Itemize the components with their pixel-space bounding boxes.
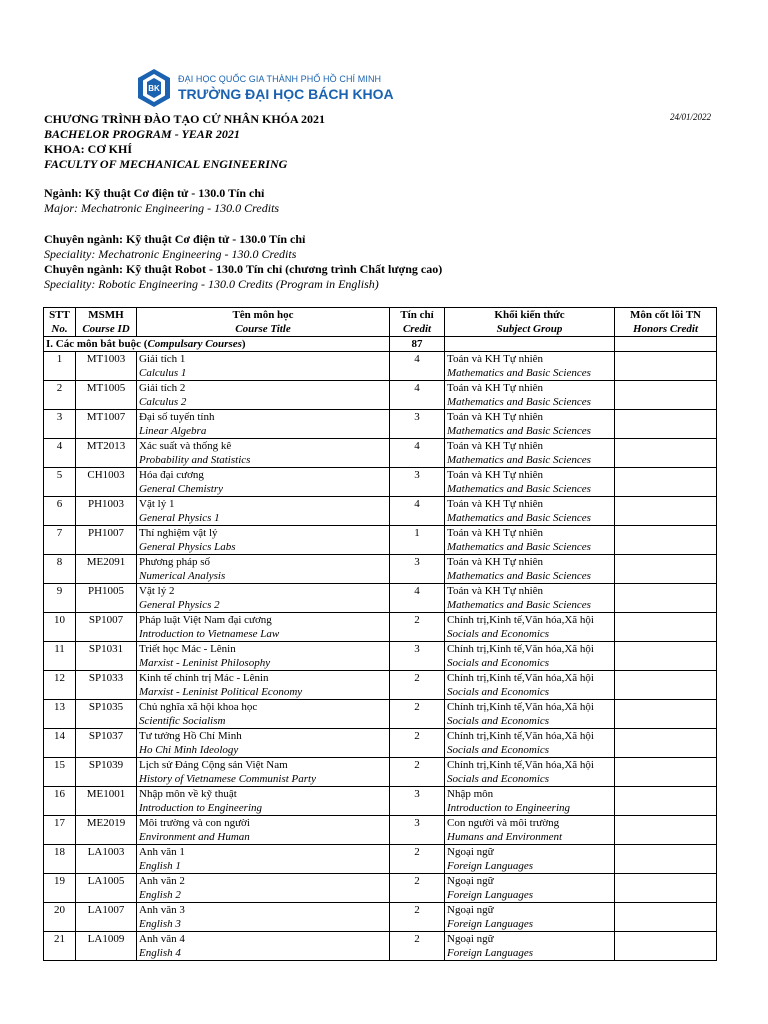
row-credit: 2	[390, 700, 445, 729]
table-row	[44, 381, 717, 410]
subject-group-vn: Chính trị,Kinh tế,Văn hóa,Xã hội	[447, 730, 594, 742]
document-date: 24/01/2022	[669, 112, 711, 122]
table-row	[44, 903, 717, 932]
table-row	[44, 584, 717, 613]
section-credits: 87	[390, 337, 445, 352]
row-no: 10	[44, 613, 76, 642]
subject-group-en: Humans and Environment	[447, 831, 563, 843]
row-subject-group	[445, 758, 615, 787]
row-subject-group	[445, 874, 615, 903]
subject-group-vn: Chính trị,Kinh tế,Văn hóa,Xã hội	[447, 614, 594, 626]
row-credit: 2	[390, 874, 445, 903]
row-course-id: SP1039	[76, 758, 137, 787]
course-title-en: English 1	[139, 860, 181, 872]
program-title-en: BACHELOR PROGRAM - YEAR 2021	[44, 127, 240, 141]
row-credit: 3	[390, 787, 445, 816]
row-course-title	[137, 671, 390, 700]
row-no: 20	[44, 903, 76, 932]
course-title-en: Calculus 1	[139, 367, 187, 379]
header-honors-credit: Môn cốt lõi TN Honors Credit	[615, 308, 717, 337]
row-credit: 3	[390, 816, 445, 845]
subject-group-en: Foreign Languages	[447, 918, 534, 930]
speciality-2-en: Speciality: Robotic Engineering - 130.0 Credits (Program in English)	[44, 277, 379, 291]
subject-group-en: Mathematics and Basic Sciences	[447, 512, 591, 524]
row-honors-credit	[615, 845, 717, 874]
row-honors-credit	[615, 352, 717, 381]
row-course-title	[137, 729, 390, 758]
row-subject-group	[445, 845, 615, 874]
course-title-en: General Chemistry	[139, 483, 224, 495]
course-title-vn: Nhập môn về kỹ thuật	[139, 788, 237, 800]
row-credit: 1	[390, 526, 445, 555]
row-subject-group	[445, 613, 615, 642]
row-course-title	[137, 642, 390, 671]
table-row	[44, 932, 717, 961]
row-credit: 4	[390, 439, 445, 468]
table-row	[44, 410, 717, 439]
logo-line2: TRƯỜNG ĐẠI HỌC BÁCH KHOA	[178, 86, 394, 102]
row-honors-credit	[615, 932, 717, 961]
row-course-id: LA1003	[76, 845, 137, 874]
row-course-id: SP1033	[76, 671, 137, 700]
row-subject-group	[445, 468, 615, 497]
subject-group-vn: Toán và KH Tự nhiên	[447, 440, 544, 452]
row-subject-group	[445, 816, 615, 845]
table-row	[44, 352, 717, 381]
header-course-title: Tên môn học Course Title	[137, 308, 390, 337]
row-honors-credit	[615, 584, 717, 613]
course-title-vn: Phương pháp số	[139, 556, 211, 568]
row-no: 6	[44, 497, 76, 526]
row-no: 2	[44, 381, 76, 410]
row-honors-credit	[615, 671, 717, 700]
table-row	[44, 758, 717, 787]
row-course-title	[137, 932, 390, 961]
logo-line1: ĐẠI HỌC QUỐC GIA THÀNH PHỐ HỒ CHÍ MINH	[178, 74, 382, 84]
row-no: 1	[44, 352, 76, 381]
course-title-vn: Thí nghiệm vật lý	[139, 527, 218, 539]
row-course-title	[137, 874, 390, 903]
table-row	[44, 671, 717, 700]
faculty-vn: KHOA: CƠ KHÍ	[44, 142, 133, 156]
row-course-id: SP1035	[76, 700, 137, 729]
subject-group-en: Foreign Languages	[447, 889, 534, 901]
course-title-vn: Môi trường và con người	[139, 817, 250, 829]
table-row	[44, 497, 717, 526]
table-row	[44, 526, 717, 555]
faculty-en: FACULTY OF MECHANICAL ENGINEERING	[44, 157, 288, 171]
section-label: I. Các môn bắt buộc (Compulsary Courses)	[44, 337, 390, 352]
row-honors-credit	[615, 381, 717, 410]
header-no: STT No.	[44, 308, 76, 337]
section-empty-group	[445, 337, 615, 352]
row-subject-group	[445, 787, 615, 816]
row-course-title	[137, 787, 390, 816]
row-course-id: MT1003	[76, 352, 137, 381]
course-table	[43, 307, 717, 961]
row-honors-credit	[615, 787, 717, 816]
row-honors-credit	[615, 758, 717, 787]
course-title-en: English 4	[139, 947, 181, 959]
subject-group-en: Foreign Languages	[447, 860, 534, 872]
table-row	[44, 439, 717, 468]
row-course-id: LA1007	[76, 903, 137, 932]
bk-emblem-icon	[136, 68, 172, 108]
course-title-vn: Anh văn 4	[139, 933, 185, 945]
row-no: 14	[44, 729, 76, 758]
row-course-title	[137, 845, 390, 874]
row-credit: 2	[390, 729, 445, 758]
course-title-vn: Hóa đại cương	[139, 469, 204, 481]
course-title-vn: Giải tích 1	[139, 353, 186, 365]
row-subject-group	[445, 526, 615, 555]
row-credit: 4	[390, 381, 445, 410]
table-row	[44, 613, 717, 642]
subject-group-en: Socials and Economics	[447, 686, 550, 698]
row-course-id: SP1007	[76, 613, 137, 642]
row-course-id: ME2019	[76, 816, 137, 845]
course-title-en: Probability and Statistics	[139, 454, 251, 466]
table-row	[44, 729, 717, 758]
row-credit: 2	[390, 845, 445, 874]
row-honors-credit	[615, 497, 717, 526]
row-course-title	[137, 816, 390, 845]
subject-group-vn: Toán và KH Tự nhiên	[447, 585, 544, 597]
row-honors-credit	[615, 526, 717, 555]
subject-group-en: Mathematics and Basic Sciences	[447, 570, 591, 582]
row-subject-group	[445, 352, 615, 381]
subject-group-en: Socials and Economics	[447, 715, 550, 727]
row-course-title	[137, 613, 390, 642]
course-title-en: Environment and Human	[139, 831, 250, 843]
subject-group-vn: Con người và môi trường	[447, 817, 560, 829]
row-subject-group	[445, 903, 615, 932]
course-title-en: General Physics Labs	[139, 541, 236, 553]
subject-group-en: Socials and Economics	[447, 657, 550, 669]
subject-group-en: Socials and Economics	[447, 773, 550, 785]
subject-group-en: Foreign Languages	[447, 947, 534, 959]
row-credit: 2	[390, 932, 445, 961]
row-subject-group	[445, 729, 615, 758]
row-honors-credit	[615, 816, 717, 845]
row-course-title	[137, 555, 390, 584]
row-course-id: LA1005	[76, 874, 137, 903]
subject-group-vn: Ngoại ngữ	[447, 875, 494, 887]
row-course-id: MT1007	[76, 410, 137, 439]
row-honors-credit	[615, 613, 717, 642]
table-row	[44, 555, 717, 584]
row-subject-group	[445, 642, 615, 671]
row-course-title	[137, 903, 390, 932]
subject-group-vn: Ngoại ngữ	[447, 933, 494, 945]
bk-badge-text: BK	[148, 84, 160, 93]
row-honors-credit	[615, 439, 717, 468]
subject-group-vn: Ngoại ngữ	[447, 904, 494, 916]
speciality-1-vn: Chuyên ngành: Kỹ thuật Cơ điện tử - 130.0 Tín chỉ	[44, 232, 306, 246]
section-empty-honors	[615, 337, 717, 352]
speciality-1-en: Speciality: Mechatronic Engineering - 130.0 Credits	[44, 247, 297, 261]
subject-group-en: Introduction to Engineering	[447, 802, 571, 814]
row-course-title	[137, 497, 390, 526]
subject-group-vn: Toán và KH Tự nhiên	[447, 353, 544, 365]
row-no: 18	[44, 845, 76, 874]
row-no: 11	[44, 642, 76, 671]
row-no: 12	[44, 671, 76, 700]
speciality-2-vn: Chuyên ngành: Kỹ thuật Robot - 130.0 Tín chỉ (chương trình Chất lượng cao)	[44, 262, 443, 276]
subject-group-en: Socials and Economics	[447, 628, 550, 640]
subject-group-en: Mathematics and Basic Sciences	[447, 454, 591, 466]
row-no: 21	[44, 932, 76, 961]
row-honors-credit	[615, 642, 717, 671]
row-course-id: MT1005	[76, 381, 137, 410]
table-row	[44, 845, 717, 874]
row-no: 3	[44, 410, 76, 439]
row-subject-group	[445, 381, 615, 410]
row-no: 7	[44, 526, 76, 555]
subject-group-vn: Chính trị,Kinh tế,Văn hóa,Xã hội	[447, 759, 594, 771]
table-row	[44, 468, 717, 497]
course-title-vn: Chủ nghĩa xã hội khoa học	[139, 701, 258, 713]
row-subject-group	[445, 584, 615, 613]
subject-group-en: Mathematics and Basic Sciences	[447, 396, 591, 408]
course-title-en: Marxist - Leninist Philosophy	[139, 657, 271, 669]
row-credit: 4	[390, 584, 445, 613]
row-credit: 2	[390, 903, 445, 932]
major-vn: Ngành: Kỹ thuật Cơ điện tử - 130.0 Tín chỉ	[44, 186, 265, 200]
course-title-en: Marxist - Leninist Political Economy	[139, 686, 303, 698]
subject-group-vn: Toán và KH Tự nhiên	[447, 411, 544, 423]
subject-group-vn: Toán và KH Tự nhiên	[447, 382, 544, 394]
table-row	[44, 787, 717, 816]
subject-group-en: Mathematics and Basic Sciences	[447, 483, 591, 495]
row-honors-credit	[615, 903, 717, 932]
row-no: 17	[44, 816, 76, 845]
row-course-id: PH1005	[76, 584, 137, 613]
row-subject-group	[445, 555, 615, 584]
course-title-en: Ho Chi Minh Ideology	[139, 744, 239, 756]
subject-group-vn: Toán và KH Tự nhiên	[447, 527, 544, 539]
subject-group-en: Mathematics and Basic Sciences	[447, 425, 591, 437]
course-title-en: Introduction to Engineering	[139, 802, 263, 814]
row-course-id: ME2091	[76, 555, 137, 584]
subject-group-en: Socials and Economics	[447, 744, 550, 756]
row-credit: 2	[390, 613, 445, 642]
row-course-title	[137, 700, 390, 729]
subject-group-vn: Chính trị,Kinh tế,Văn hóa,Xã hội	[447, 672, 594, 684]
row-honors-credit	[615, 700, 717, 729]
subject-group-vn: Chính trị,Kinh tế,Văn hóa,Xã hội	[447, 643, 594, 655]
row-course-id: PH1007	[76, 526, 137, 555]
row-course-id: MT2013	[76, 439, 137, 468]
row-no: 13	[44, 700, 76, 729]
course-title-vn: Triết học Mác - Lênin	[139, 643, 236, 655]
course-title-vn: Anh văn 1	[139, 846, 185, 858]
row-no: 9	[44, 584, 76, 613]
header-credit: Tín chỉ Credit	[390, 308, 445, 337]
row-no: 16	[44, 787, 76, 816]
row-course-title	[137, 526, 390, 555]
row-credit: 3	[390, 555, 445, 584]
row-course-id: ME1001	[76, 787, 137, 816]
row-no: 15	[44, 758, 76, 787]
subject-group-en: Mathematics and Basic Sciences	[447, 599, 591, 611]
row-course-id: SP1031	[76, 642, 137, 671]
subject-group-vn: Toán và KH Tự nhiên	[447, 556, 544, 568]
subject-group-vn: Chính trị,Kinh tế,Văn hóa,Xã hội	[447, 701, 594, 713]
row-course-id: PH1003	[76, 497, 137, 526]
course-title-vn: Vật lý 1	[139, 498, 175, 510]
course-title-en: Linear Algebra	[139, 425, 207, 437]
row-subject-group	[445, 671, 615, 700]
row-course-id: SP1037	[76, 729, 137, 758]
subject-group-vn: Ngoại ngữ	[447, 846, 494, 858]
table-row	[44, 874, 717, 903]
row-course-title	[137, 381, 390, 410]
course-title-en: Introduction to Vietnamese Law	[139, 628, 280, 640]
table-row	[44, 816, 717, 845]
row-course-title	[137, 410, 390, 439]
table-row	[44, 700, 717, 729]
row-credit: 3	[390, 410, 445, 439]
subject-group-vn: Toán và KH Tự nhiên	[447, 469, 544, 481]
table-row	[44, 642, 717, 671]
course-title-vn: Tư tưởng Hồ Chí Minh	[139, 730, 242, 742]
course-title-en: General Physics 2	[139, 599, 220, 611]
course-title-en: History of Vietnamese Communist Party	[139, 773, 316, 785]
header-course-id: MSMH Course ID	[76, 308, 137, 337]
row-honors-credit	[615, 729, 717, 758]
row-no: 5	[44, 468, 76, 497]
course-title-vn: Xác suất và thống kê	[139, 440, 232, 452]
course-title-en: English 3	[139, 918, 181, 930]
subject-group-en: Mathematics and Basic Sciences	[447, 367, 591, 379]
row-no: 4	[44, 439, 76, 468]
row-subject-group	[445, 700, 615, 729]
row-honors-credit	[615, 874, 717, 903]
row-subject-group	[445, 439, 615, 468]
row-credit: 3	[390, 642, 445, 671]
row-credit: 4	[390, 497, 445, 526]
subject-group-vn: Nhập môn	[447, 788, 494, 800]
subject-group-vn: Toán và KH Tự nhiên	[447, 498, 544, 510]
row-credit: 4	[390, 352, 445, 381]
row-no: 8	[44, 555, 76, 584]
row-credit: 2	[390, 671, 445, 700]
row-course-id: CH1003	[76, 468, 137, 497]
row-subject-group	[445, 410, 615, 439]
row-subject-group	[445, 932, 615, 961]
course-title-vn: Anh văn 2	[139, 875, 185, 887]
course-title-vn: Đại số tuyến tính	[139, 411, 215, 423]
row-honors-credit	[615, 410, 717, 439]
course-title-vn: Pháp luật Việt Nam đại cương	[139, 614, 272, 626]
header-subject-group: Khối kiến thức Subject Group	[445, 308, 615, 337]
program-title-vn: CHƯƠNG TRÌNH ĐÀO TẠO CỬ NHÂN KHÓA 2021	[44, 112, 326, 126]
row-course-title	[137, 352, 390, 381]
row-course-title	[137, 439, 390, 468]
course-title-en: Calculus 2	[139, 396, 187, 408]
row-no: 19	[44, 874, 76, 903]
row-honors-credit	[615, 468, 717, 497]
course-title-vn: Vật lý 2	[139, 585, 175, 597]
row-credit: 3	[390, 468, 445, 497]
course-title-vn: Anh văn 3	[139, 904, 185, 916]
table-header-row	[44, 308, 717, 337]
row-credit: 2	[390, 758, 445, 787]
row-course-id: LA1009	[76, 932, 137, 961]
section-row-compulsory	[44, 337, 717, 352]
course-title-en: Numerical Analysis	[139, 570, 226, 582]
row-course-title	[137, 584, 390, 613]
subject-group-en: Mathematics and Basic Sciences	[447, 541, 591, 553]
course-title-en: General Physics 1	[139, 512, 220, 524]
row-course-title	[137, 758, 390, 787]
university-logo	[136, 68, 394, 108]
course-title-en: English 2	[139, 889, 181, 901]
row-course-title	[137, 468, 390, 497]
course-title-vn: Kinh tế chính trị Mác - Lênin	[139, 672, 269, 684]
course-title-vn: Giải tích 2	[139, 382, 186, 394]
course-title-vn: Lịch sử Đảng Cộng sản Việt Nam	[139, 759, 288, 771]
row-subject-group	[445, 497, 615, 526]
row-honors-credit	[615, 555, 717, 584]
major-en: Major: Mechatronic Engineering - 130.0 Credits	[44, 201, 280, 215]
course-title-en: Scientific Socialism	[139, 715, 226, 727]
